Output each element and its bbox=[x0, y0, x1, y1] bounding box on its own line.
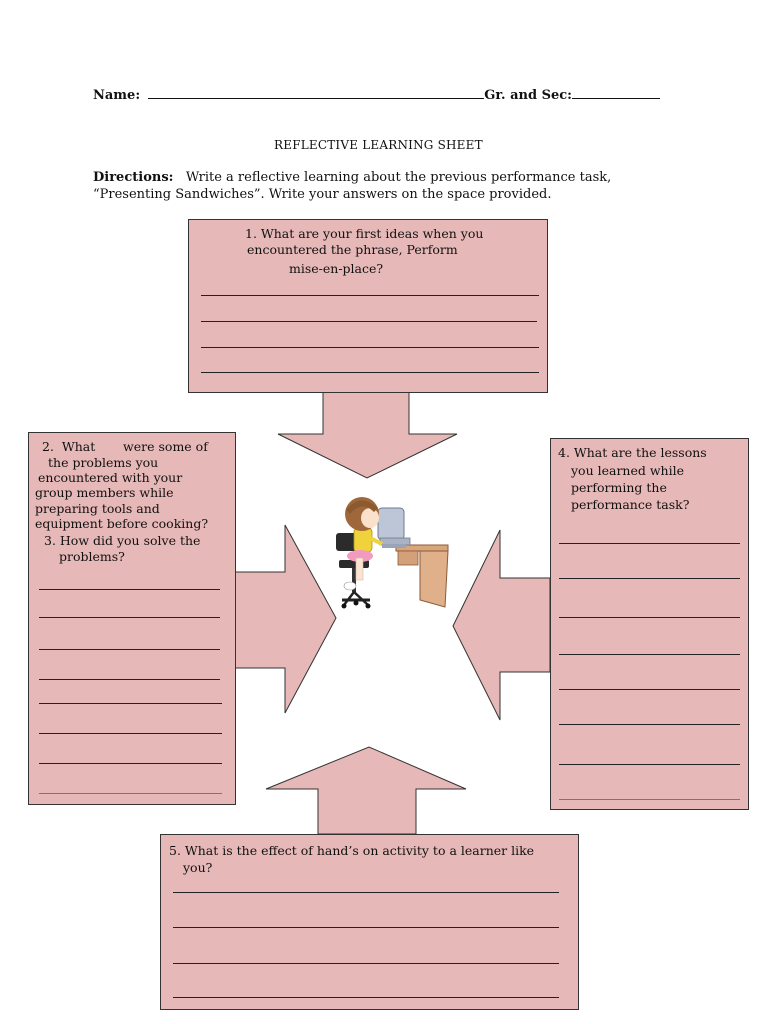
directions-label: Directions: bbox=[93, 170, 174, 185]
q23-line2: the problems you bbox=[48, 455, 159, 470]
q23-line4: group members while bbox=[35, 485, 174, 500]
grade-label: Gr. and Sec: bbox=[484, 88, 572, 103]
q23-line8: problems? bbox=[59, 549, 125, 564]
q4-line4: performance task? bbox=[571, 497, 690, 512]
q23-line5: preparing tools and bbox=[35, 501, 160, 516]
name-label: Name: bbox=[93, 88, 141, 103]
q1-line3: mise-en-place? bbox=[289, 261, 384, 276]
page-title: REFLECTIVE LEARNING SHEET bbox=[274, 138, 483, 152]
q23-line1: 2. What were some of bbox=[42, 439, 208, 454]
q1-line2: encountered the phrase, Perform bbox=[247, 242, 458, 257]
q1-line1: 1. What are your first ideas when you bbox=[245, 226, 484, 241]
q23-line7: 3. How did you solve the bbox=[44, 533, 201, 548]
q4-line3: performing the bbox=[571, 480, 667, 495]
q5-line1: 5. What is the effect of hand’s on activity to a learner like bbox=[169, 843, 535, 858]
q23-line3: encountered with your bbox=[38, 470, 183, 485]
directions-line1: Write a reflective learning about the previous performance task, bbox=[185, 170, 612, 185]
q4-line1: 4. What are the lessons bbox=[558, 445, 707, 460]
q5-line2: you? bbox=[183, 860, 213, 875]
q23-line6: equipment before cooking? bbox=[35, 516, 209, 531]
q4-line2: you learned while bbox=[571, 463, 685, 478]
directions-line2: “Presenting Sandwiches”. Write your answers on the space provided. bbox=[93, 187, 552, 202]
